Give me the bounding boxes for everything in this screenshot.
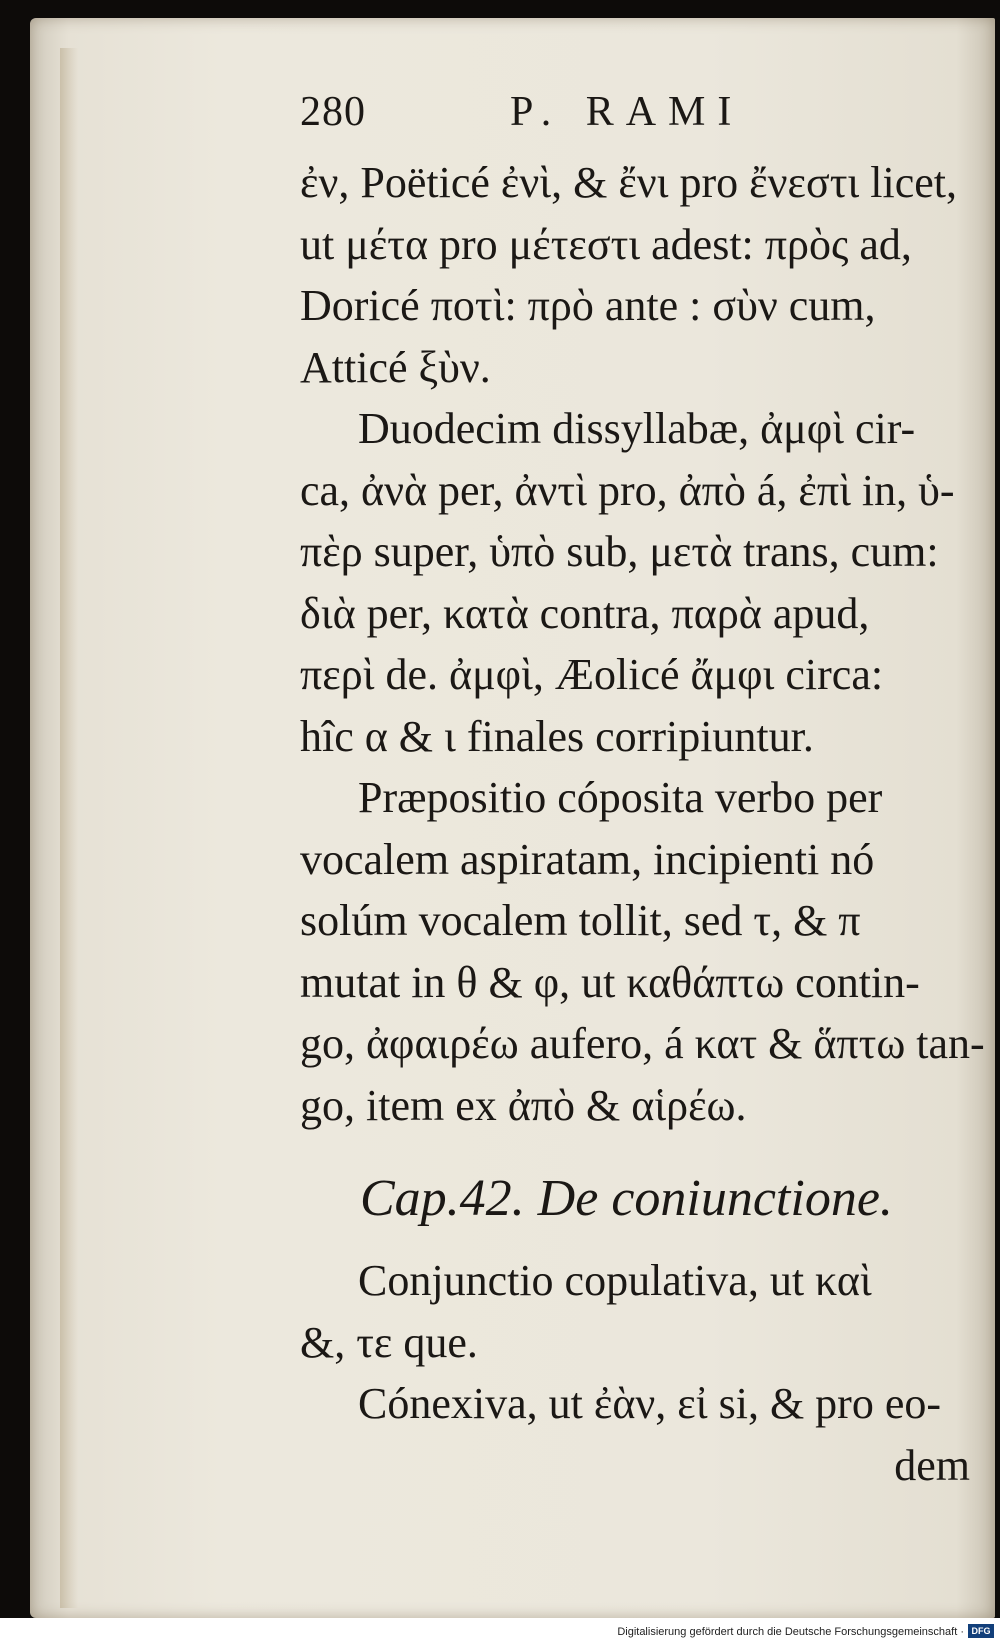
text-line: solúm vocalem tollit, sed τ, & π bbox=[300, 896, 861, 945]
running-title: P. RAMI bbox=[510, 89, 744, 135]
text-line: περὶ de. ἀμφὶ, Æolicé ἄμφι circa: bbox=[300, 650, 884, 699]
text-line: Præpositio cóposita verbo per bbox=[358, 773, 883, 822]
text-line: Doricé ποτὶ: πρὸ ante : σὺν cum, bbox=[300, 281, 876, 330]
text-block-conjunctions bbox=[300, 1250, 970, 1496]
text-line: hîc α & ι finales corripiuntur. bbox=[300, 711, 814, 761]
text-line: ut μέτα pro μέτεστι adest: πρὸς ad, bbox=[300, 219, 912, 269]
text-line: dem bbox=[894, 1440, 970, 1490]
text-line: mutat in θ & φ, ut καθάπτω contin- bbox=[300, 957, 920, 1007]
text-line: vocalem aspiratam, incipienti nó bbox=[300, 834, 875, 884]
funding-credit: Digitalisierung gefördert durch die Deutsche Forschungsgemeinschaft · bbox=[617, 1626, 964, 1638]
text-line: go, ἀφαιρέω aufero, á κατ & ἅπτω tan- bbox=[300, 1019, 985, 1068]
book-page bbox=[30, 18, 995, 1618]
dfg-logo: DFG bbox=[968, 1624, 994, 1638]
gutter-shading bbox=[60, 48, 78, 1608]
text-line: Duodecim dissyllabæ, ἀμφὶ cir- bbox=[358, 404, 916, 453]
text-line: πὲρ super, ὑπὸ sub, μετὰ trans, cum: bbox=[300, 527, 939, 576]
text-line: Conjunctio copulativa, ut καὶ bbox=[358, 1256, 872, 1305]
text-line: go, item ex ἀπὸ & αἱρέω. bbox=[300, 1080, 747, 1130]
text-line: Atticé ξὺν. bbox=[300, 342, 491, 392]
footer-bar bbox=[0, 1618, 1000, 1642]
text-block-prepositions bbox=[300, 152, 985, 1136]
running-header bbox=[300, 88, 970, 152]
page-text bbox=[300, 88, 985, 1496]
text-line: ca, ἀνὰ per, ἀντὶ pro, ἀπὸ á, ἐπὶ in, ὑ- bbox=[300, 465, 955, 515]
text-line: διὰ per, κατὰ contra, παρὰ apud, bbox=[300, 588, 870, 638]
page-number: 280 bbox=[300, 89, 366, 135]
text-line: &, τε que. bbox=[300, 1317, 478, 1367]
text-line: ἐν, Poëticé ἐνὶ, & ἔνι pro ἔνεστι licet, bbox=[300, 158, 957, 207]
text-line: Cónexiva, ut ἐὰν, εἰ si, & pro eo- bbox=[358, 1379, 941, 1428]
chapter-heading: Cap.42. De coniunctione. bbox=[360, 1170, 893, 1227]
